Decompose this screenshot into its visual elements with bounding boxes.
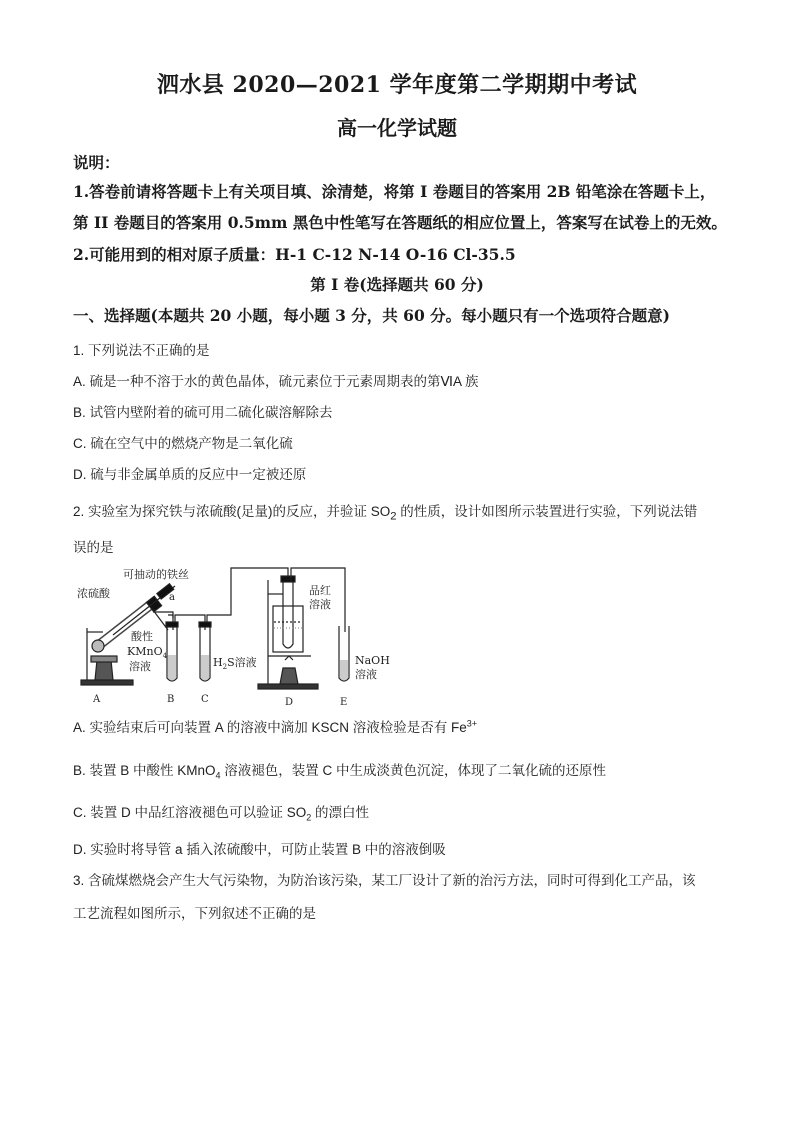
q2-option-c-text-2: 的漂白性	[311, 805, 370, 820]
q2-option-c-subscript: 2	[306, 812, 312, 823]
label-kmno4-3: 溶液	[129, 660, 151, 673]
stand-base-a	[81, 680, 133, 685]
label-h2s-rest: S溶液	[227, 656, 257, 669]
label-kmno4-2	[127, 645, 168, 660]
tube-d	[283, 582, 293, 648]
exam-title: 泗水县 2020—2021 学年度第二学期期中考试	[156, 72, 638, 98]
q3-stem-line-1: 3. 含硫煤燃烧会产生大气污染物，为防治该污染，某工厂设计了新的治污方法，同时可得到化工产品，该	[73, 873, 696, 888]
q2-option-b-text-2: 溶液褪色，装置 C 中生成淡黄色沉淀，体现了二氧化硫的还原性	[220, 763, 607, 778]
apparatus-figure	[73, 560, 403, 710]
q2-option-b	[73, 759, 606, 781]
label-pinhong-1: 品红	[309, 584, 331, 597]
notes-heading: 说明：	[73, 153, 120, 172]
q2-stem-line-1	[73, 500, 697, 523]
label-naoh-2: 溶液	[355, 668, 377, 681]
q2-stem-line-2: 误的是	[73, 540, 114, 555]
stopper-b	[166, 622, 178, 627]
q2-option-c-text: C. 装置 D 中品红溶液褪色可以验证 SO	[73, 805, 307, 820]
q2-option-c	[73, 801, 369, 823]
volume-heading: 第 I 卷(选择题共 60 分)	[310, 275, 484, 294]
beaker-d	[273, 606, 303, 652]
tube-e-liquid	[340, 660, 348, 681]
q2-option-b-text: B. 装置 B 中酸性 KMnO	[73, 763, 216, 778]
label-apparatus-d: D	[285, 697, 294, 708]
pipe-a-b-1	[168, 615, 173, 618]
stopper-d	[281, 576, 295, 582]
label-a: a	[169, 592, 175, 603]
burner-a	[95, 660, 113, 680]
flask-a-liquid	[92, 640, 104, 652]
tube-b-liquid	[168, 655, 176, 681]
note-item-1-line-2: 第 II 卷题目的答案用 0.5mm 黑色中性笔写在答题纸的相应位置上，答案写在试卷上的无效。	[73, 213, 727, 232]
q1-option-a: A. 硫是一种不溶于水的黄色晶体，硫元素位于元素周期表的第ⅥA 族	[73, 374, 479, 389]
label-kmno4-1: 酸性	[131, 630, 153, 643]
q2-stem-text: 2. 实验室为探究铁与浓硫酸(足量)的反应，并验证 SO	[73, 504, 391, 519]
label-wire: 可抽动的铁丝	[123, 568, 189, 581]
section-heading: 一、选择题(本题共 20 小题，每小题 3 分，共 60 分。每小题只有一个选项符合题意)	[73, 306, 670, 325]
q1-option-d: D. 硫与非金属单质的反应中一定被还原	[73, 467, 307, 482]
q1-stem: 1. 下列说法不正确的是	[73, 343, 210, 358]
label-apparatus-a: A	[93, 694, 101, 705]
label-apparatus-c: C	[201, 694, 209, 705]
pipe-c-d	[207, 568, 288, 622]
q2-option-d: D. 实验时将导管 a 插入浓硫酸中，可防止装置 B 中的溶液倒吸	[73, 842, 446, 857]
label-kmno4-subscript: 4	[162, 652, 168, 660]
q2-option-a-superscript: 3+	[466, 718, 478, 729]
label-apparatus-b: B	[167, 694, 175, 705]
stopper-c	[199, 622, 211, 627]
label-h2s-subscript: 2	[222, 663, 228, 671]
note-item-2: 2.可能用到的相对原子质量：H-1 C-12 N-14 O-16 Cl-35.5	[73, 245, 516, 264]
tube-c-liquid	[201, 655, 209, 681]
burner-d	[280, 668, 298, 684]
q3-stem-line-2: 工艺流程如图所示，下列叙述不正确的是	[73, 906, 316, 921]
label-h2s-h: H	[213, 656, 223, 669]
label-acid: 浓硫酸	[77, 587, 110, 600]
label-pinhong-2: 溶液	[309, 598, 331, 611]
note-item-1-line-1: 1.答卷前请将答题卡上有关项目填、涂清楚，将第 I 卷题目的答案用 2B 铅笔涂在答题卡上，	[73, 182, 716, 201]
burner-top-a	[91, 656, 117, 662]
label-kmno4-formula: KMnO	[127, 645, 163, 658]
q1-option-c: C. 硫在空气中的燃烧产物是二氧化硫	[73, 436, 293, 451]
q2-option-a-text: A. 实验结束后可向装置 A 的溶液中滴加 KSCN 溶液检验是否有 Fe	[73, 720, 467, 735]
label-h2s	[213, 655, 257, 671]
q1-option-b: B. 试管内壁附着的硫可用二硫化碳溶解除去	[73, 405, 333, 420]
q2-stem-subscript: 2	[390, 510, 397, 523]
stand-base-d	[258, 684, 318, 689]
q2-option-a	[73, 716, 477, 736]
label-apparatus-e: E	[340, 697, 348, 708]
q2-option-b-subscript: 4	[215, 770, 221, 781]
label-naoh-1: NaOH	[355, 654, 390, 667]
q2-stem-text-2: 的性质，设计如图所示装置进行实验，下列说法错	[396, 504, 698, 519]
exam-subtitle: 高一化学试题	[337, 116, 457, 140]
